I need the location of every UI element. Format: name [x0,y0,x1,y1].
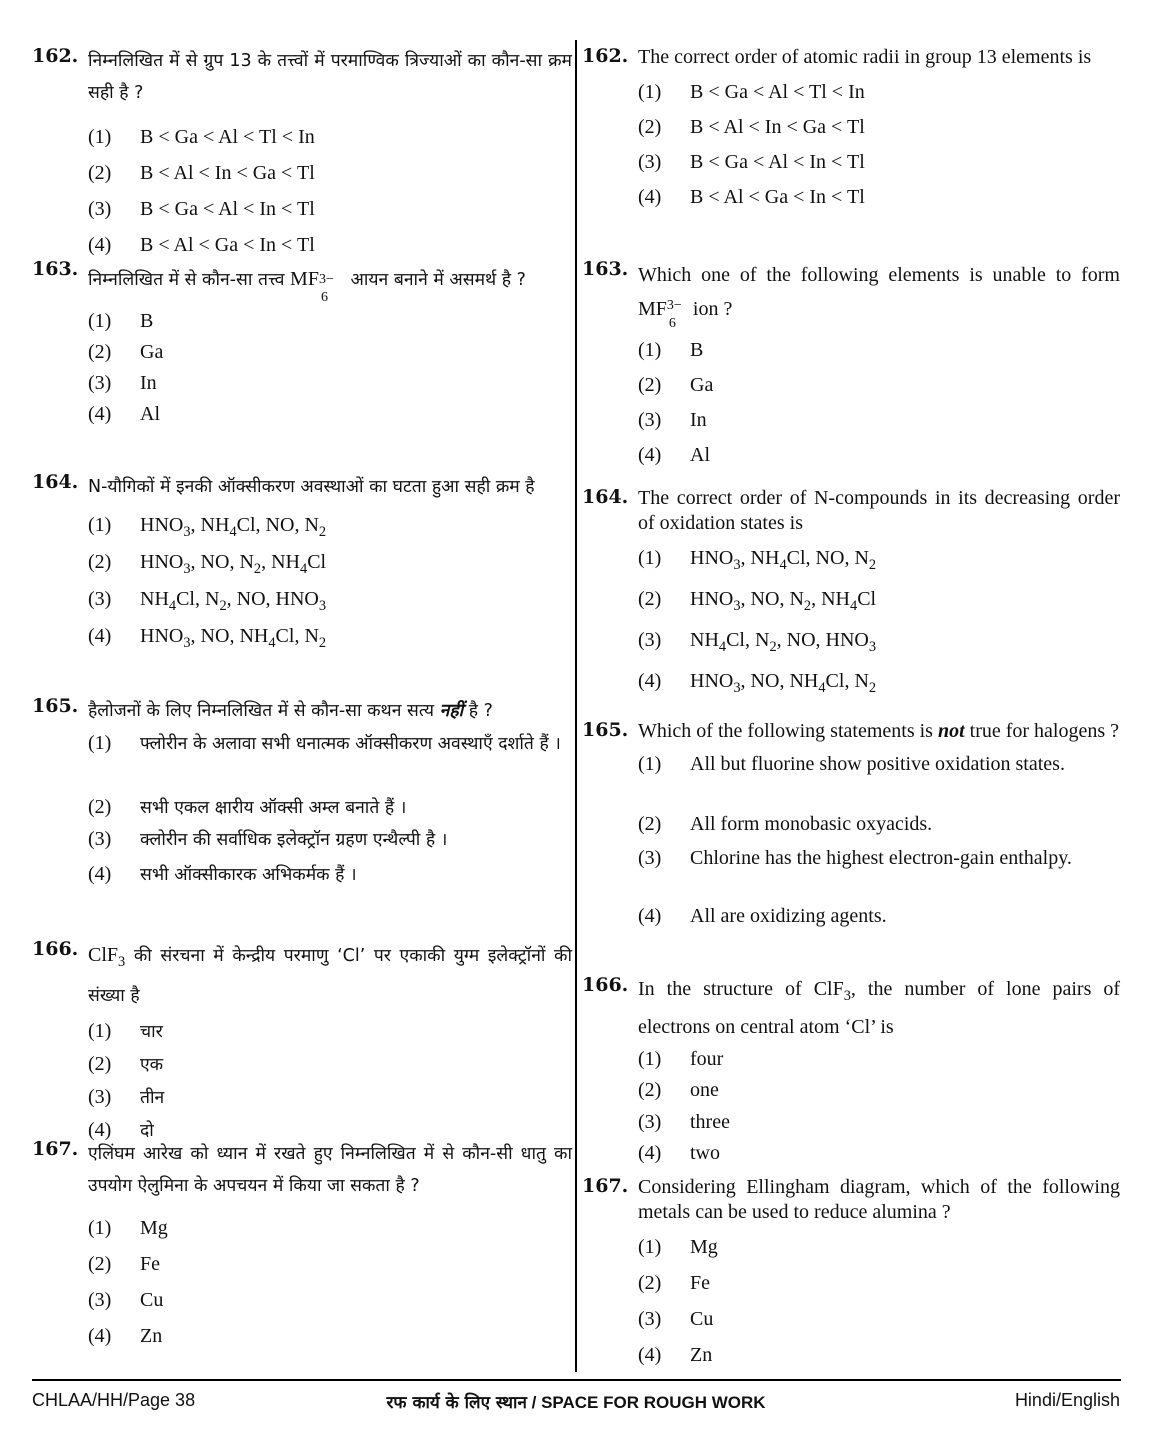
mf6-formula: MF 3− 6 [290,268,334,305]
option-4[interactable]: (4) सभी ऑक्सीकारक अभिकर्मक हैं । [88,863,357,885]
question-stem: Which one of the following elements is unable to form MF 3− 6 ion ? [638,264,1120,331]
question-stem: निम्नलिखित में से कौन-सा तत्त्व MF 3− 6 आयन बनाने में असमर्थ है ? [88,258,572,301]
option-1[interactable]: (1) B < Ga < Al < Tl < In [638,81,865,103]
question-164-hindi [32,471,572,659]
option-2[interactable]: (2) B < Al < In < Ga < Tl [88,162,315,184]
option-3[interactable]: (3) Cu [88,1289,164,1311]
option-4[interactable]: (4) $HNO_3$, NO, $NH_4Cl$, $N_2$ [638,670,877,696]
question-164-english [582,486,1120,710]
question-stem: हैलोजनों के लिए निम्नलिखित में से कौन-सा कथन सत्य नहीं है ? [88,701,493,721]
option-4[interactable]: (4) B < Al < Ga < In < Tl [88,234,315,256]
option-4[interactable]: (4) Al [88,403,160,425]
option-2[interactable]: (2) Ga [88,341,164,363]
option-2[interactable]: (2) All form monobasic oxyacids. [638,813,933,835]
footer-rule [32,1379,1121,1381]
question-number: 162. [582,45,629,67]
question-number: 163. [582,258,629,280]
question-163-english [582,258,1120,478]
question-stem: ClF$_3$ की संरचना में केन्द्रीय परमाणु ‘Cl’ पर एकाकी युग्म इलेक्ट्रॉनों की संख्या है [88,944,572,1006]
question-number: 164. [582,486,629,508]
question-number: 166. [32,938,79,960]
question-stem: The correct order of atomic radii in group 13 elements is [638,46,1092,68]
question-162-english [582,45,1120,220]
option-4[interactable]: (4) Zn [88,1325,163,1347]
option-2[interactable]: (2) B < Al < In < Ga < Tl [638,116,865,138]
option-2[interactable]: (2) सभी एकल क्षारीय ऑक्सी अम्ल बनाते हैं । [88,796,407,818]
option-4[interactable]: (4) All are oxidizing agents. [638,905,887,927]
option-1[interactable]: (1) B < Ga < Al < Tl < In [88,126,315,148]
question-number: 165. [32,695,79,717]
option-4[interactable]: (4) B < Al < Ga < In < Tl [638,186,865,208]
option-2[interactable]: (2) one [638,1079,719,1101]
option-4[interactable]: (4) Zn [638,1344,713,1366]
option-3[interactable]: (3) B < Ga < Al < In < Tl [88,198,315,220]
option-3[interactable]: (3) In [88,372,157,394]
option-3[interactable]: (3) Chlorine has the highest electron-gain enthalpy. [638,847,1072,869]
rough-work-label: रफ कार्य के लिए स्थान / SPACE FOR ROUGH WORK [386,1393,766,1413]
option-3[interactable]: (3) $NH_4Cl$, $N_2$, NO, $HNO_3$ [638,629,877,655]
option-1[interactable]: (1) Mg [638,1236,718,1258]
question-167-english [582,1175,1120,1373]
question-stem: N-यौगिकों में इनकी ऑक्सीकरण अवस्थाओं का घटता हुआ सही क्रम है [88,477,535,497]
option-1[interactable]: (1) $HNO_3$, $NH_4Cl$, NO, $N_2$ [638,547,877,573]
question-stem: The correct order of N-compounds in its decreasing order of oxidation states is [638,487,1120,534]
option-4[interactable]: (4) दो [88,1119,154,1141]
option-1[interactable]: (1) फ्लोरीन के अलावा सभी धनात्मक ऑक्सीकरण अवस्थाएँ दर्शाते हैं । [88,732,561,754]
option-3[interactable]: (3) three [638,1111,730,1133]
option-2[interactable]: (2) $HNO_3$, NO, $N_2$, $NH_4Cl$ [88,551,327,577]
question-stem: एलिंघम आरेख को ध्यान में रखते हुए निम्नलिखित में से कौन-सी धातु का उपयोग ऐलुमिना के अपचयन में किया जा सकता है ? [88,1144,572,1196]
option-1[interactable]: (1) All but fluorine show positive oxidation states. [638,753,1065,775]
option-3[interactable]: (3) $NH_4Cl$, $N_2$, NO, $HNO_3$ [88,588,327,614]
option-1[interactable]: (1) four [638,1048,724,1070]
option-2[interactable]: (2) एक [88,1053,164,1075]
question-165-hindi [32,695,572,895]
language-label: Hindi/English [1014,1390,1120,1410]
option-2[interactable]: (2) $HNO_3$, NO, $N_2$, $NH_4Cl$ [638,588,877,614]
option-1[interactable]: (1) Mg [88,1217,168,1239]
question-stem: Which of the following statements is not true for halogens ? [638,720,1120,742]
option-3[interactable]: (3) तीन [88,1086,165,1108]
question-stem: Considering Ellingham diagram, which of the following metals can be used to reduce alumina ? [638,1176,1120,1223]
question-166-hindi [32,938,572,1146]
question-stem: निम्नलिखित में से ग्रुप 13 के तत्त्वों में परमाण्विक त्रिज्याओं का कौन-सा क्रम सही है ? [88,51,572,103]
mf6-formula: MF 3− 6 [638,298,682,331]
question-number: 163. [32,258,79,280]
option-3[interactable]: (3) In [638,409,707,431]
option-2[interactable]: (2) Fe [88,1253,160,1275]
option-4[interactable]: (4) Al [638,444,710,466]
option-2[interactable]: (2) Fe [638,1272,710,1294]
option-4[interactable]: (4) two [638,1142,720,1164]
question-stem: In the structure of ClF$_3$, the number of lone pairs of electrons on central atom ‘Cl’ is [638,978,1120,1038]
option-2[interactable]: (2) Ga [638,374,714,396]
question-162-hindi [32,45,572,267]
question-number: 165. [582,719,629,741]
question-167-hindi [32,1138,572,1352]
question-163-hindi [32,258,572,431]
option-1[interactable]: (1) $HNO_3$, $NH_4Cl$, NO, $N_2$ [88,514,327,540]
question-number: 166. [582,974,629,996]
question-166-english [582,974,1120,1172]
option-1[interactable]: (1) B [88,310,154,332]
question-number: 167. [582,1175,629,1197]
page-code: CHLAA/HH/Page 38 [32,1390,196,1410]
option-1[interactable]: (1) B [638,339,704,361]
option-4[interactable]: (4) $HNO_3$, NO, $NH_4Cl$, $N_2$ [88,625,327,651]
option-3[interactable]: (3) Cu [638,1308,714,1330]
question-number: 164. [32,471,79,493]
question-165-english [582,719,1120,934]
option-3[interactable]: (3) B < Ga < Al < In < Tl [638,151,865,173]
option-1[interactable]: (1) चार [88,1020,163,1042]
question-number: 167. [32,1138,79,1160]
option-3[interactable]: (3) क्लोरीन की सर्वाधिक इलेक्ट्रॉन ग्रहण एन्थैल्पी है । [88,828,448,850]
question-number: 162. [32,45,79,67]
column-divider [575,40,577,1372]
